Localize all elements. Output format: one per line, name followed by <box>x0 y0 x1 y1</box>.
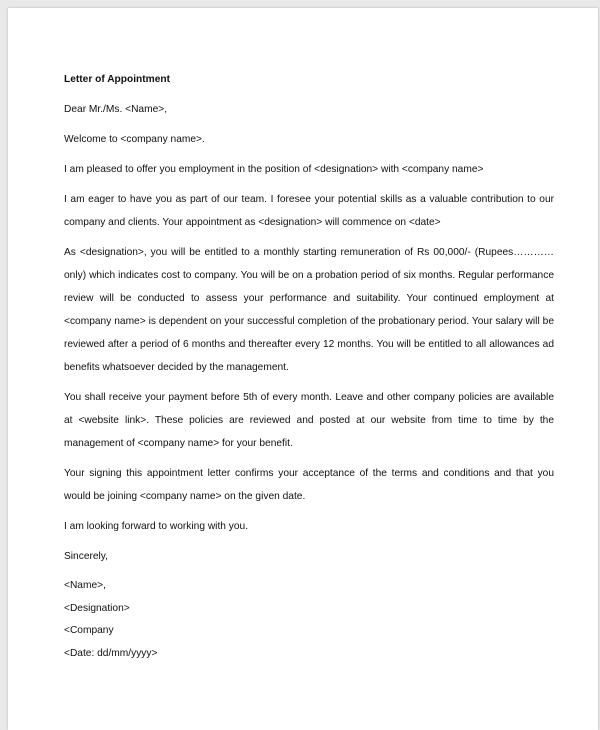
remuneration-paragraph: As <designation>, you will be entitled to a monthly starting remuneration of Rs 00,000/- (Rupees………… only) which indicates cost to company. You will be on a probation period of six months. Regular performance review will be conducted to assess your performance and suitability. Your continued employment at <company name> is dependent on your successful completion of the probationary period. Your salary will be reviewed after a period of 6 months and thereafter every 12 months. You will be entitled to all allowances ad benefits whatsoever decided by the management. <box>64 247 554 373</box>
signature-designation: <Designation> <box>64 602 130 614</box>
signing-paragraph: Your signing this appointment letter confirms your acceptance of the terms and conditions and that you would be joining <company name> on the given date. <box>64 468 554 502</box>
eager-paragraph: I am eager to have you as part of our team. I foresee your potential skills as a valuable contribution to our company and clients. Your appointment as <designation> will commence on <date> <box>64 194 554 228</box>
letter-title: Letter of Appointment <box>64 74 171 85</box>
looking-forward-paragraph: I am looking forward to working with you. <box>64 521 249 532</box>
signature-name: <Name>, <box>64 580 106 591</box>
signature-date: <Date: dd/mm/yyyy> <box>64 647 158 659</box>
closing: Sincerely, <box>64 551 108 562</box>
letter-body <box>64 68 554 665</box>
payment-paragraph: You shall receive your payment before 5th of every month. Leave and other company policies are available at <website link>. These policies are reviewed and posted at our website from time to time by the management of <company name> for your benefit. <box>64 392 554 449</box>
welcome-paragraph: Welcome to <company name>. <box>64 134 205 145</box>
salutation: Dear Mr./Ms. <Name>, <box>64 104 168 115</box>
signature-block <box>64 575 554 665</box>
document-page <box>8 8 598 730</box>
offer-paragraph: I am pleased to offer you employment in the position of <designation> with <company name> <box>64 164 484 175</box>
signature-company: <Company <box>64 625 114 636</box>
